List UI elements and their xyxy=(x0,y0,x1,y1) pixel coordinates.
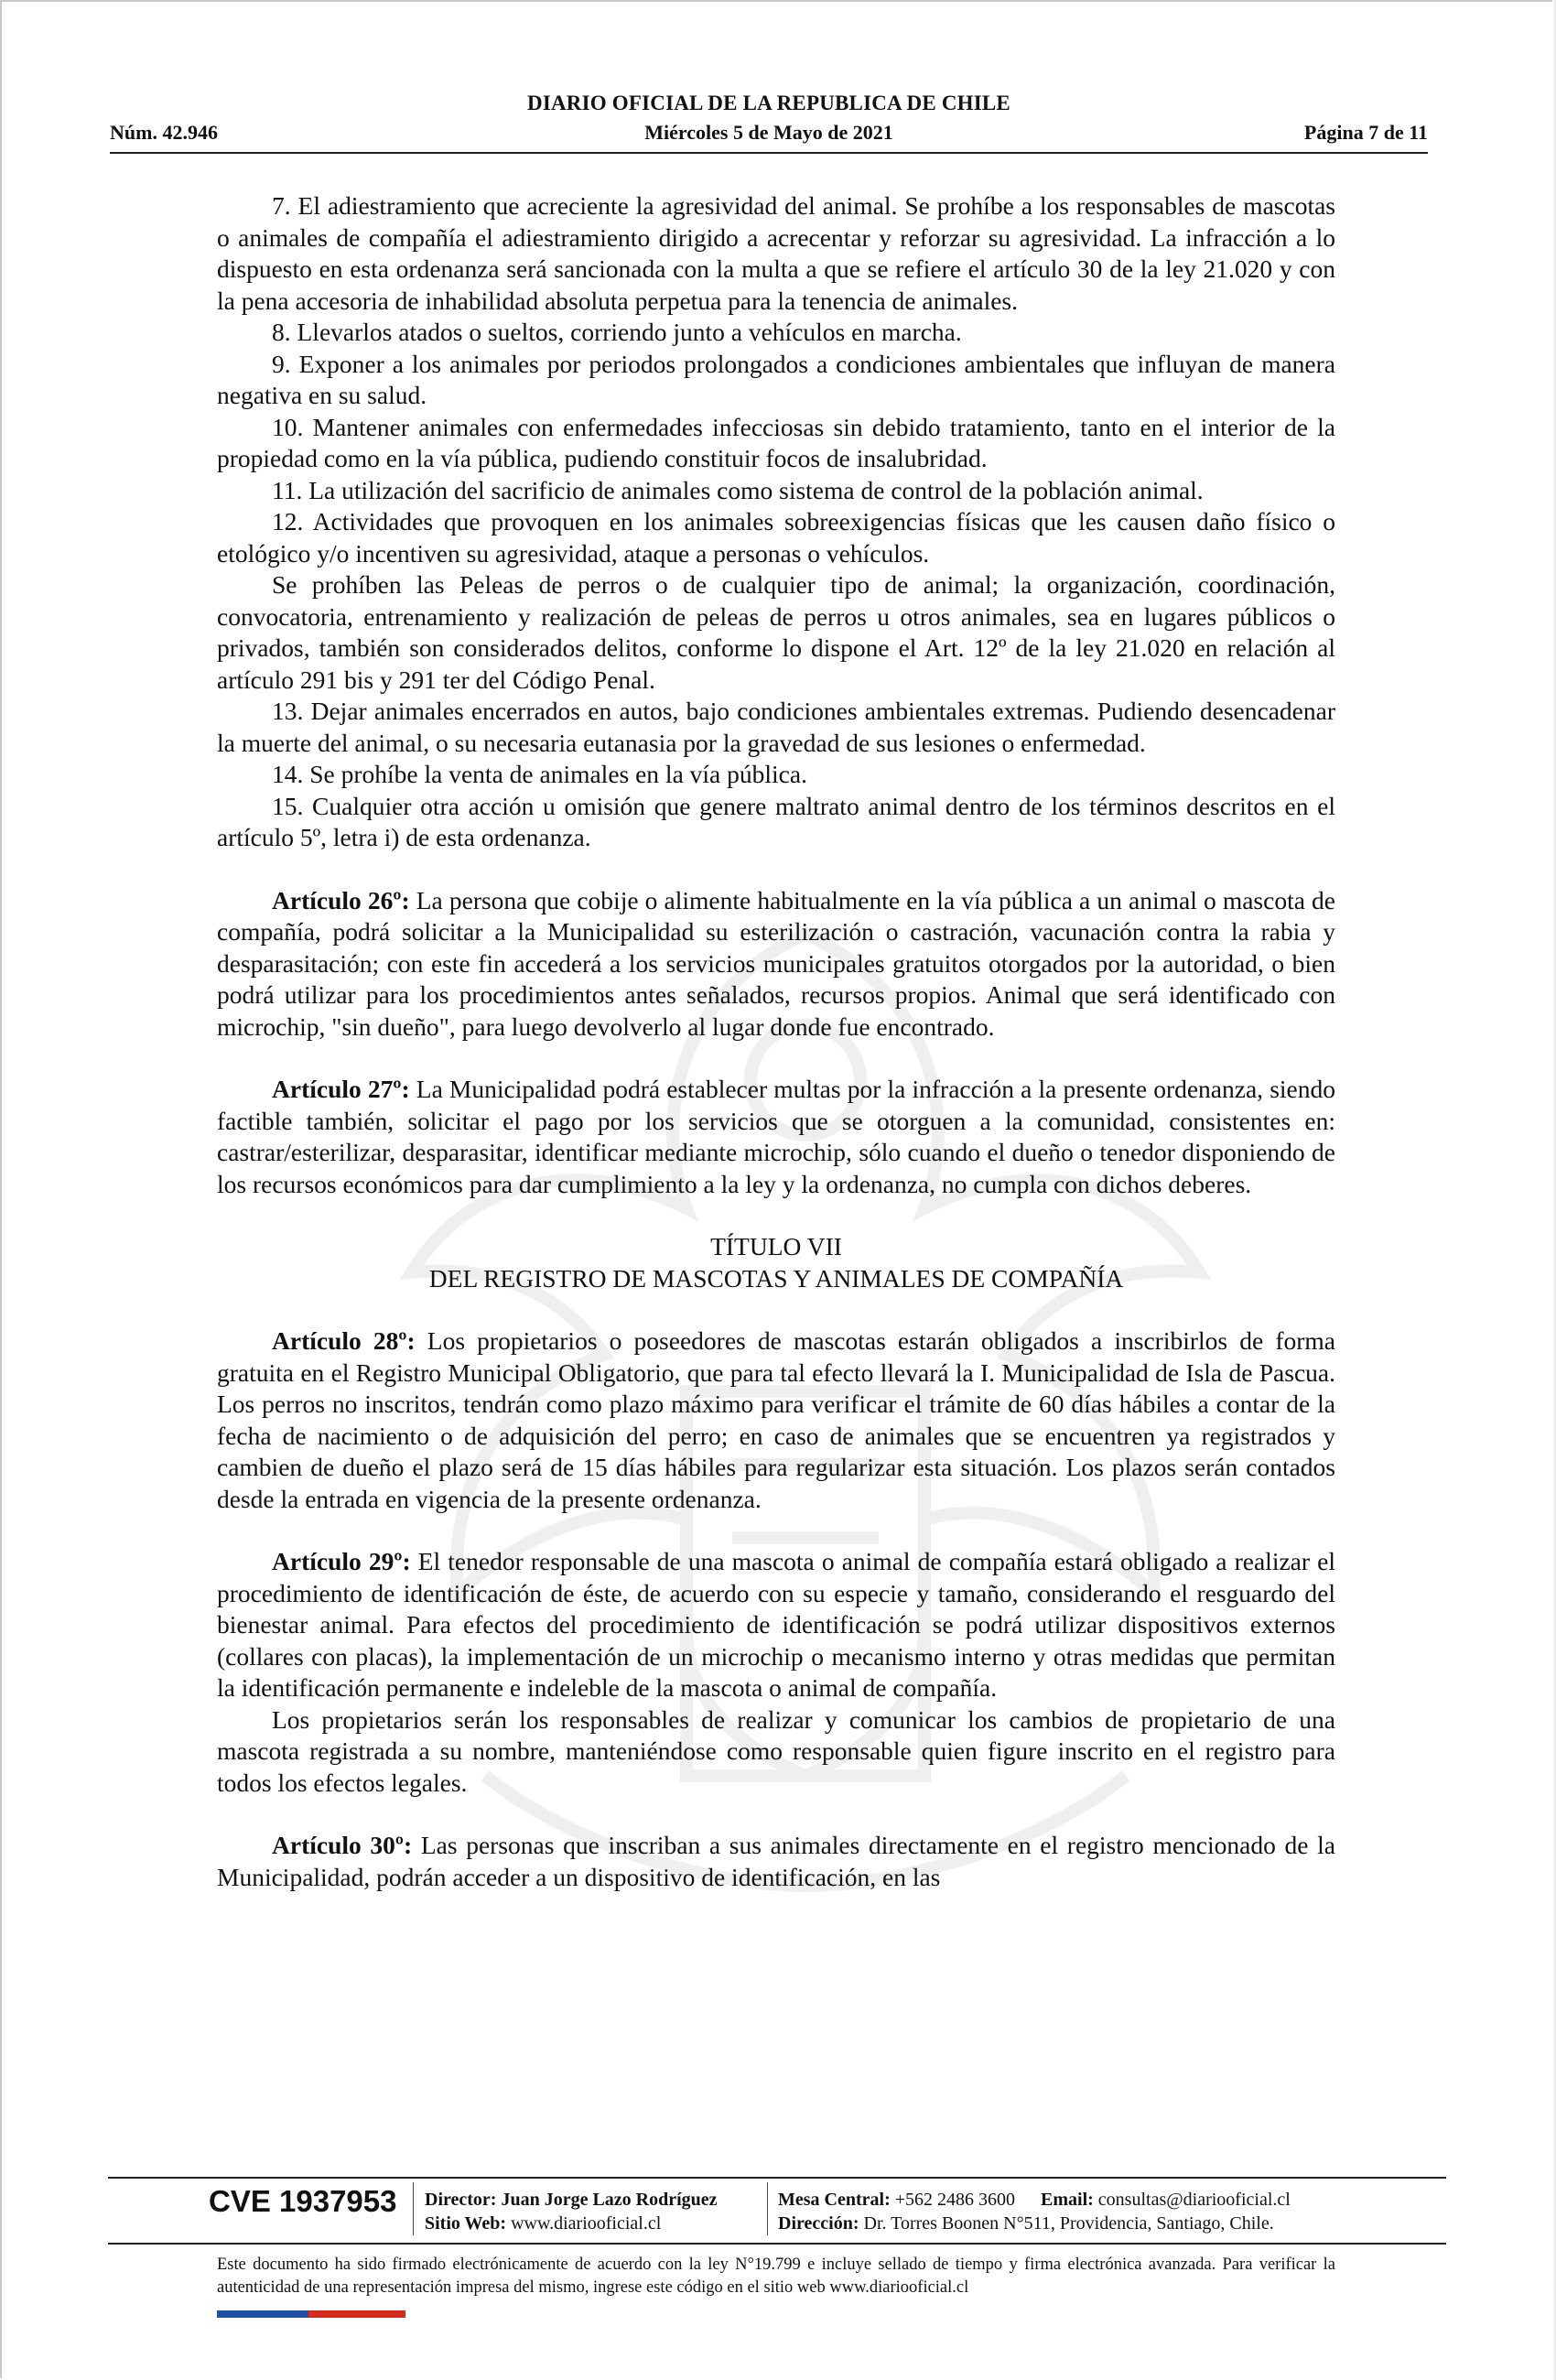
article-28-label: Artículo 28º: xyxy=(272,1326,416,1355)
cve-code: CVE 1937953 xyxy=(209,2184,397,2218)
mesa-central-label: Mesa Central: xyxy=(778,2190,891,2210)
flag-red-stripe xyxy=(308,2310,405,2318)
section-title xyxy=(217,1231,1335,1294)
paragraph-propietarios: Los propietarios serán los responsables de realizar y comunicar los cambios de propietario de una mascota registrada a su nombre, manteniéndose como responsable quien figure inscrito en el registro para todos los efectos legales. xyxy=(217,1704,1335,1797)
article-30 xyxy=(217,1830,1335,1893)
paragraph-item-8: 8. Llevarlos atados o sueltos, corriendo junto a vehículos en marcha. xyxy=(272,318,962,346)
section-title-number: TÍTULO VII xyxy=(710,1232,842,1260)
paragraph-peleas: Se prohíben las Peleas de perros o de cualquier tipo de animal; la organización, coordinación, convocatoria, entrenamiento y realización de peleas de perros u otros animales, sea en lugares públicos o privados, también son considerados delitos, conforme lo dispone el Art. 12º de la ley 21.020 en relación al artículo 291 bis y 291 ter del Código Penal. xyxy=(217,570,1335,694)
newspaper-title: DIARIO OFICIAL DE LA REPUBLICA DE CHILE xyxy=(527,92,1010,114)
article-29-label: Artículo 29º: xyxy=(272,1547,411,1575)
footer-separator xyxy=(767,2182,768,2235)
paragraph-item-11: 11. La utilización del sacrificio de animales como sistema de control de la población animal. xyxy=(272,475,1204,504)
paragraph-item-13: 13. Dejar animales encerrados en autos, bajo condiciones ambientales extremas. Pudiendo desencadenar la muerte del animal, o su necesaria eutanasia por la gravedad de sus lesiones o enfermedad. xyxy=(217,697,1335,757)
mesa-central-phone: +562 2486 3600 xyxy=(890,2190,1016,2210)
page-header xyxy=(110,92,1428,156)
document-body xyxy=(217,190,1335,1893)
article-27-label: Artículo 27º: xyxy=(272,1075,410,1103)
email-label: Email: xyxy=(1041,2190,1094,2210)
page-number: Página 7 de 11 xyxy=(1303,121,1428,144)
footer-contact-block xyxy=(778,2188,1291,2235)
email-link[interactable]: consultas@diariooficial.cl xyxy=(1093,2190,1291,2210)
page-edge-shadow xyxy=(1552,0,1556,2380)
footer-separator xyxy=(413,2182,414,2235)
website-label: Sitio Web: xyxy=(425,2213,507,2234)
article-26-label: Artículo 26º: xyxy=(272,885,410,914)
director-label: Director: xyxy=(425,2190,497,2210)
address-label: Dirección: xyxy=(778,2213,859,2234)
paragraph-item-12: 12. Actividades que provoquen en los animales sobreexigencias físicas que les causen daño físico o etológico y/o incentiven su agresividad, ataque a personas o vehículos. xyxy=(217,507,1335,568)
paragraph-item-9: 9. Exponer a los animales por periodos prolongados a condiciones ambientales que influyan de manera negativa en su salud. xyxy=(217,349,1335,409)
signature-note: Este documento ha sido firmado electrónicamente de acuerdo con la ley N°19.799 e incluye sellado de tiempo y firma electrónica avanzada. Para verificar la autenticidad de una representación impresa del mismo, ingrese este código en el sitio web www.diariooficial.cl xyxy=(217,2256,1335,2297)
paragraph-item-14: 14. Se prohíbe la venta de animales en la vía pública. xyxy=(272,760,807,788)
footer-bottom-rule xyxy=(108,2243,1446,2245)
section-title-name: DEL REGISTRO DE MASCOTAS Y ANIMALES DE COMPAÑÍA xyxy=(428,1263,1124,1293)
footer-top-rule xyxy=(108,2177,1446,2179)
article-26 xyxy=(217,885,1335,1044)
chile-flag-stripe xyxy=(217,2310,405,2318)
paragraph-item-7: 7. El adiestramiento que acreciente la agresividad del animal. Se prohíbe a los responsables de mascotas o animales de compañía el adiestramiento dirigido a acrecentar y reforzar su agresividad. La infracción a lo dispuesto en esta ordenanza será sancionada con la multa a que se refiere el artículo 30 de la ley 21.020 y con la pena accesoria de inhabilidad absoluta perpetua para la tenencia de animales. xyxy=(217,191,1335,315)
paragraph-item-15: 15. Cualquier otra acción u omisión que genere maltrato animal dentro de los términos descritos en el artículo 5º, letra i) de esta ordenanza. xyxy=(217,791,1335,851)
article-27-text: La Municipalidad podrá establecer multas por la infracción a la presente ordenanza, siendo factible también, solicitar el pago por los servicios que se otorguen a la comunidad, consistentes en: castrar/esterilizar, desparasitar, identificar mediante microchip, sólo cuando el dueño o tenedor disponiendo de los recursos económicos para dar cumplimiento a la ley y la ordenanza, no cumpla con dichos deberes. xyxy=(217,1075,1335,1198)
footer-director-block xyxy=(425,2188,718,2235)
issue-date: Miércoles 5 de Mayo de 2021 xyxy=(644,121,893,144)
article-27 xyxy=(217,1074,1335,1200)
article-26-text: La persona que cobije o alimente habitualmente en la vía pública a un animal o mascota de compañía, podrá solicitar a la Municipalidad su esterilización o castración, vacunación contra la rabia y desparasitación; con este fin accederá a los servicios municipales gratuitos otorgados por la autoridad, o bien podrá utilizar para los procedimientos antes señalados, recursos propios. Animal que será identificado con microchip, "sin dueño", para luego devolverlo al lugar donde fue encontrado. xyxy=(217,885,1336,1041)
website-link[interactable]: www.diariooficial.cl xyxy=(506,2213,662,2234)
flag-blue-stripe xyxy=(217,2310,308,2318)
article-29 xyxy=(217,1546,1335,1704)
article-28 xyxy=(217,1325,1335,1515)
article-30-label: Artículo 30º: xyxy=(272,1831,413,1859)
address-value: Dr. Torres Boonen N°511, Providencia, Santiago, Chile. xyxy=(859,2213,1274,2234)
issue-number: Núm. 42.946 xyxy=(110,121,218,144)
article-29-text: El tenedor responsable de una mascota o animal de compañía estará obligado a realizar el procedimiento de identificación de éste, de acuerdo con su especie y tamaño, considerando el resguardo del bienestar animal. Para efectos del procedimiento de identificación se podrá utilizar dispositivos externos (collares con placas), la implementación de un microchip o mecanismo interno y otras medidas que permitan la identificación permanente e indeleble de la mascota o animal de compañía. xyxy=(217,1547,1335,1702)
paragraph-item-10: 10. Mantener animales con enfermedades infecciosas sin debido tratamiento, tanto en el interior de la propiedad como en la vía pública, pudiendo constituir focos de insalubridad. xyxy=(217,412,1335,472)
director-name: Juan Jorge Lazo Rodríguez xyxy=(496,2190,718,2210)
header-rule xyxy=(110,152,1428,154)
article-30-text: Las personas que inscriban a sus animales directamente en el registro mencionado de la Municipalidad, podrán acceder a un dispositivo de identificación, en las xyxy=(217,1831,1335,1891)
article-28-text: Los propietarios o poseedores de mascotas estarán obligados a inscribirlos de forma gratuita en el Registro Municipal Obligatorio, que para tal efecto llevará la I. Municipalidad de Isla de Pascua. Los perros no inscritos, tendrán como plazo máximo para verificar el trámite de 60 días hábiles a contar de la fecha de nacimiento o de adquisición del perro; en caso de animales que se encuentren ya registrados y cambien de dueño el plazo será de 15 días hábiles para regularizar esta situación. Los plazos serán contados desde la entrada en vigencia de la presente ordenanza. xyxy=(217,1326,1335,1513)
